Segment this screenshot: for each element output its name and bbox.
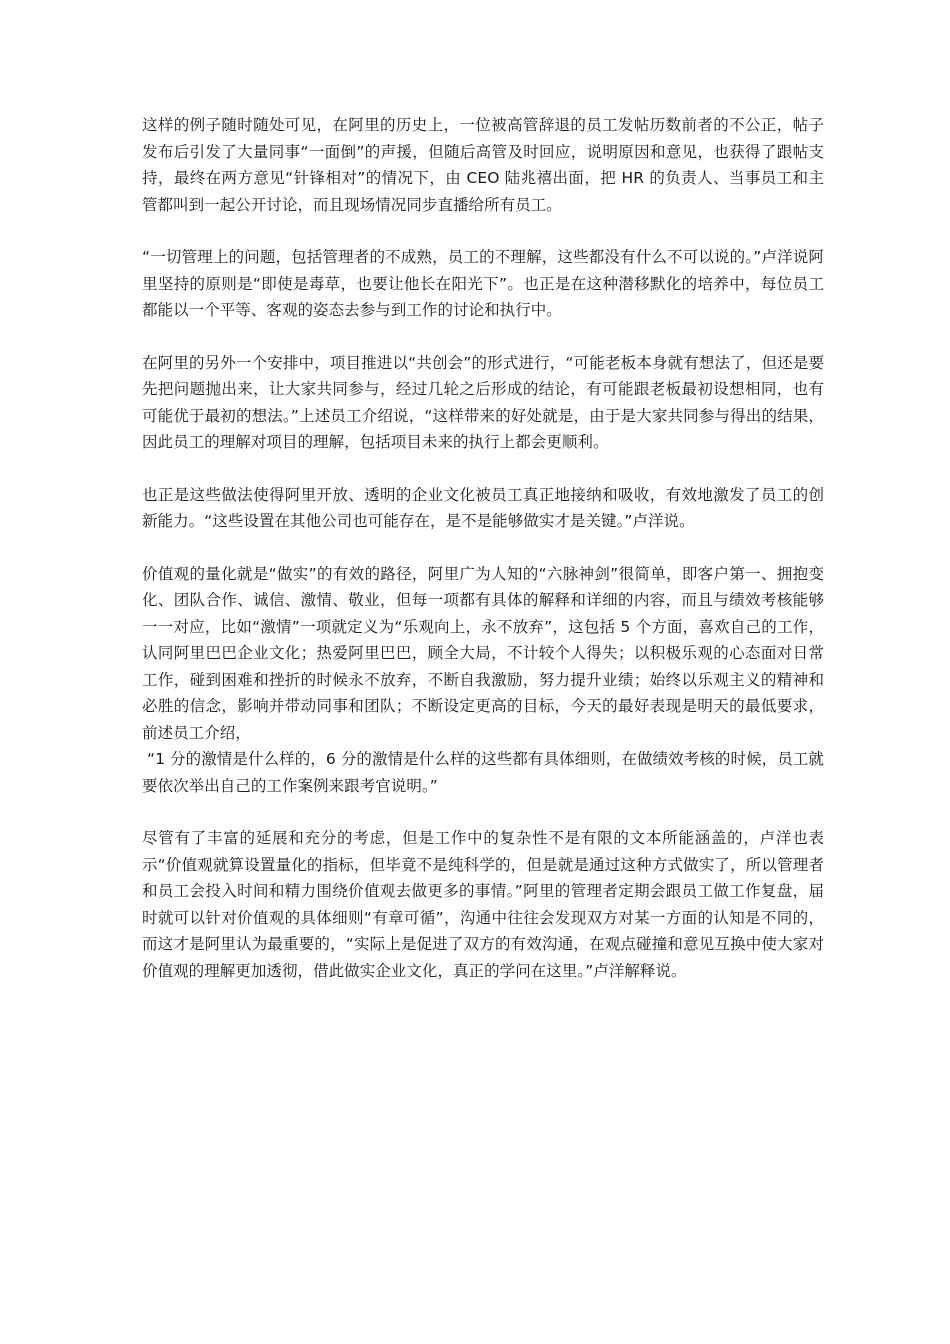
document-page	[142, 112, 824, 1010]
paragraph-4: 也正是这些做法使得阿里开放、透明的企业文化被员工真正地接纳和吸收，有效地激发了员工的创新能力。“这些设置在其他公司也可能存在，是不是能够做实才是关键。”卢洋说。	[142, 485, 824, 530]
paragraph-5: 价值观的量化就是“做实”的有效的路径，阿里广为人知的“六脉神剑”很简单，即客户第一、拥抱变化、团队合作、诚信、激情、敬业，但每一项都有具体的解释和详细的内容，而且与绩效考核能够一一对应，比如“激情”一项就定义为“乐观向上，永不放弃”，这包括 5 个方面，喜欢自己的工作，认同阿里巴巴企业文化；热爱阿里巴巴，顾全大局，不计较个人得失；以积极乐观的心态面对日常工作，碰到困难和挫折的时候永不放弃，不断自我激励，努力提升业绩；始终以乐观主义的精神和必胜的信念，影响并带动同事和团队；不断设定更高的目标，今天的最好表现是明天的最低要求，前述员工介绍， “1 分的激情是什么样的，6 分的激情是什么样的这些都有具体细则，在做绩效考核的时候，员工就要依次举出自己的工作案例来跟考官说明。”	[142, 564, 824, 795]
paragraph-1: 这样的例子随时随处可见，在阿里的历史上，一位被高管辞退的员工发帖历数前者的不公正，帖子发布后引发了大量同事“一面倒”的声援，但随后高管及时回应，说明原因和意见，也获得了跟帖支持，最终在两方意见“针锋相对”的情况下，由 CEO 陆兆禧出面，把 HR 的负责人、当事员工和主管都叫到一起公开讨论，而且现场情况同步直播给所有员工。	[142, 116, 824, 214]
paragraph-6: 尽管有了丰富的延展和充分的考虑，但是工作中的复杂性不是有限的文本所能涵盖的，卢洋也表示“价值观就算设置量化的指标，但毕竟不是纯科学的，但是就是通过这种方式做实了，所以管理者和员工会投入时间和精力围绕价值观去做更多的事情。”阿里的管理者定期会跟员工做工作复盘，届时就可以针对价值观的具体细则“有章可循”，沟通中往往会发现双方对某一方面的认知是不同的，而这才是阿里认为最重要的，“实际上是促进了双方的有效沟通，在观点碰撞和意见互换中使大家对价值观的理解更加透彻，借此做实企业文化，真正的学问在这里。”卢洋解释说。	[142, 829, 824, 980]
paragraph-3: 在阿里的另外一个安排中，项目推进以“共创会”的形式进行，“可能老板本身就有想法了，但还是要先把问题抛出来，让大家共同参与，经过几轮之后形成的结论，有可能跟老板最初设想相同，也有可能优于最初的想法。”上述员工介绍说，“这样带来的好处就是，由于是大家共同参与得出的结果，因此员工的理解对项目的理解，包括项目未来的执行上都会更顺利。	[142, 353, 824, 451]
paragraph-2: “一切管理上的问题，包括管理者的不成熟，员工的不理解，这些都没有什么不可以说的。”卢洋说阿里坚持的原则是“即使是毒草，也要让他长在阳光下”。也正是在这种潜移默化的培养中，每位员工都能以一个平等、客观的姿态去参与到工作的讨论和执行中。	[142, 248, 824, 319]
